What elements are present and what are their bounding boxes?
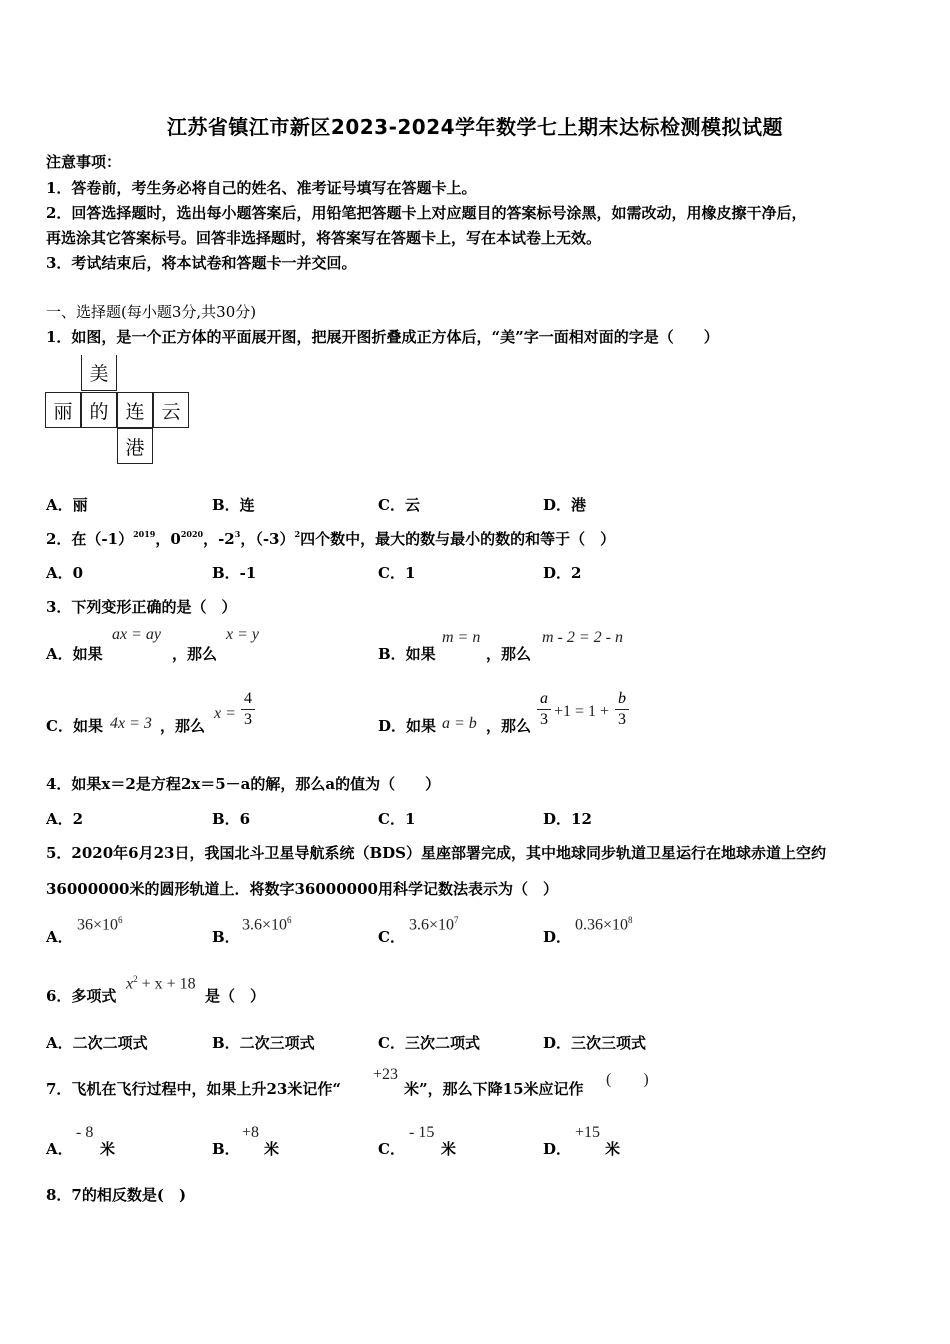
option-text: ，那么 [486, 717, 532, 735]
option-text: ，那么 [160, 717, 206, 735]
question-8-stem: 8．7的相反数是( ) [46, 1186, 187, 1204]
option-c[interactable]: C．云 [378, 496, 420, 514]
option-unit: 米 [605, 1140, 621, 1158]
option-c[interactable]: C．1 [378, 564, 416, 582]
page-title: 江苏省镇江市新区2023-2024学年数学七上期末达标检测模拟试题 [166, 115, 784, 139]
math-expression: x = y [226, 626, 259, 643]
notice-heading: 注意事项： [46, 153, 122, 171]
math-expression: x = [214, 705, 236, 722]
question-6-stem: 6．多项式 [46, 987, 117, 1005]
option-a[interactable]: A．二次二项式 [46, 1034, 148, 1052]
math-expression: $0.36\times 10^8$ [575, 915, 633, 934]
math-expression: +1 = 1 + [554, 703, 610, 720]
option-c[interactable]: C．1 [378, 810, 416, 828]
section-heading: 一、选择题(每小题3分,共30分) [46, 303, 257, 321]
option-d[interactable]: D．港 [543, 496, 587, 514]
math-expression: m - 2 = 2 - n [542, 629, 624, 646]
math-expression: a = b [442, 715, 477, 732]
option-b[interactable]: B．如果 [378, 645, 436, 663]
option-d[interactable]: D． [543, 1140, 572, 1158]
answer-paren: ( ) [606, 1071, 649, 1088]
math-expression: - 15 [409, 1124, 435, 1141]
question-4-stem: 4．如果x＝2是方程2x＝5－a的解，那么a的值为（ ） [46, 775, 441, 793]
notice-item: 2．回答选择题时，选出每小题答案后，用铅笔把答题卡上对应题目的答案标号涂黑，如需改动，用橡皮擦干净后， [46, 204, 807, 222]
net-cell: 连 [117, 392, 153, 428]
option-d[interactable]: D．2 [543, 564, 582, 582]
math-expression: $3.6\times 10^6$ [242, 915, 292, 934]
question-5-stem: 36000000米的圆形轨道上．将数字36000000用科学记数法表示为（ ） [46, 880, 558, 898]
net-cell: 丽 [45, 392, 81, 428]
option-a[interactable]: A．丽 [46, 496, 88, 514]
option-unit: 米 [441, 1140, 457, 1158]
fraction: b 3 [615, 690, 629, 729]
net-cell: 港 [117, 428, 153, 464]
question-7-stem: 米”，那么下降15米应记作 [404, 1080, 584, 1098]
question-2-stem: 2．在$(-1)^{2019}$，$0^{2020}$，$-2^3$，$(-3)^2$四个数中，最大的数与最小的数的和等于（ ） [46, 529, 616, 548]
option-b[interactable]: B． [212, 928, 240, 946]
question-3-stem: 3．下列变形正确的是（ ） [46, 598, 237, 616]
notice-item: 3．考试结束后，将本试卷和答题卡一并交回。 [46, 254, 357, 272]
option-a[interactable]: A．如果 [46, 645, 103, 663]
math-expression: +15 [575, 1124, 601, 1141]
option-text: ，那么 [486, 645, 532, 663]
math-expression: +23 [373, 1066, 399, 1083]
option-b[interactable]: B．二次三项式 [212, 1034, 315, 1052]
option-d[interactable]: D．三次三项式 [543, 1034, 647, 1052]
option-unit: 米 [100, 1140, 116, 1158]
option-c[interactable]: C． [378, 1140, 405, 1158]
fraction: 4 3 [241, 690, 255, 729]
math-expression: $x^2 + x + 18$ [126, 974, 196, 993]
option-d[interactable]: D．如果 [378, 717, 437, 735]
math-expression: 4x = 3 [110, 715, 152, 732]
question-5-stem: 5．2020年6月23日，我国北斗卫星导航系统（BDS）星座部署完成，其中地球同步轨道卫星运行在地球赤道上空约 [46, 844, 827, 862]
option-c[interactable]: C．如果 [46, 717, 103, 735]
option-text: ，那么 [172, 645, 218, 663]
question-6-stem: 是（ ） [205, 987, 266, 1005]
option-b[interactable]: B．6 [212, 810, 251, 828]
option-b[interactable]: B． [212, 1140, 240, 1158]
option-d[interactable]: D．12 [543, 810, 592, 828]
net-cell: 云 [153, 392, 189, 428]
option-d[interactable]: D． [543, 928, 572, 946]
question-7-stem: 7．飞机在飞行过程中，如果上升23米记作“ [46, 1080, 341, 1098]
net-cell: 的 [81, 392, 117, 428]
option-a[interactable]: A．2 [46, 810, 84, 828]
net-cell: 美 [81, 355, 117, 391]
notice-item: 再选涂其它答案标号。回答非选择题时，将答案写在答题卡上，写在本试卷上无效。 [46, 229, 602, 247]
math-expression: +8 [242, 1124, 260, 1141]
math-expression: - 8 [76, 1124, 94, 1141]
math-expression: m = n [442, 629, 481, 646]
option-b[interactable]: B．连 [212, 496, 255, 514]
option-c[interactable]: C． [378, 928, 405, 946]
fraction: a 3 [537, 690, 551, 729]
question-1-stem: 1．如图，是一个正方体的平面展开图，把展开图折叠成正方体后，“美”字一面相对面的字是（ ） [46, 328, 719, 346]
math-expression: ax = ay [112, 626, 161, 643]
option-unit: 米 [264, 1140, 280, 1158]
math-expression: $36\times 10^6$ [77, 915, 123, 934]
math-expression: $3.6\times 10^7$ [409, 915, 459, 934]
option-b[interactable]: B．-1 [212, 564, 257, 582]
option-c[interactable]: C．三次二项式 [378, 1034, 480, 1052]
option-a[interactable]: A．0 [46, 564, 84, 582]
notice-item: 1．答卷前，考生务必将自己的姓名、准考证号填写在答题卡上。 [46, 179, 477, 197]
option-a[interactable]: A． [46, 1140, 73, 1158]
option-a[interactable]: A． [46, 928, 73, 946]
